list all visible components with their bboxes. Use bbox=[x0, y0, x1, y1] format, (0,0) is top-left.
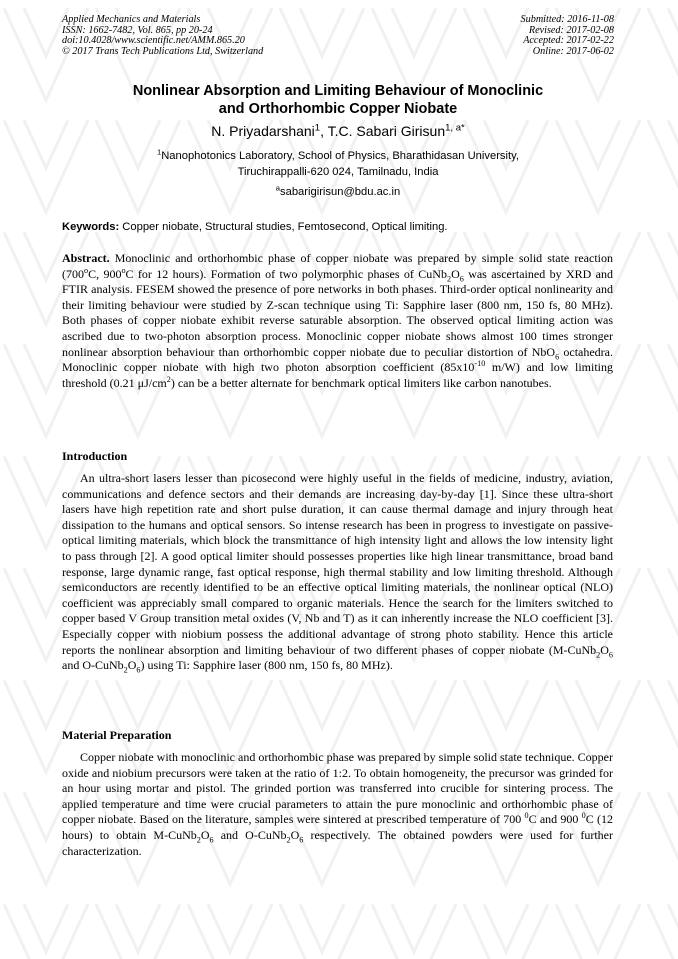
affiliation-mark: 1 bbox=[156, 147, 162, 157]
copyright: © 2017 Trans Tech Publications Ltd, Switzerland bbox=[62, 45, 264, 57]
introduction-heading: Introduction bbox=[62, 449, 128, 463]
online-date: Online: 2017-06-02 bbox=[532, 45, 614, 57]
doi: doi:10.4028/www.scientific.net/AMM.865.20 bbox=[62, 35, 245, 46]
revised-date: Revised: 2017-02-08 bbox=[528, 24, 614, 36]
title-line-2: and Orthorhombic Copper Niobate bbox=[218, 101, 458, 117]
author-separator: , bbox=[320, 123, 328, 139]
publication-dates bbox=[521, 15, 614, 57]
keywords-label: Keywords: bbox=[62, 221, 120, 233]
keywords-text: Copper niobate, Structural studies, Femtosecond, Optical limiting. bbox=[119, 221, 448, 233]
material-preparation-heading: Material Preparation bbox=[62, 728, 172, 742]
affiliation-line-2: Tiruchirappalli-620 024, Tamilnadu, India bbox=[237, 166, 439, 178]
author-1: N. Priyadarshani bbox=[211, 123, 315, 139]
affiliation-line-1: Nanophotonics Laboratory, School of Physics, Bharathidasan University, bbox=[161, 150, 519, 162]
introduction-paragraph: An ultra-short lasers lesser than picosecond were highly useful in the fields of medicine, industry, aviation, communications and defence sectors and their demands are increasing day-by-day [1]. Since these ultra-short lasers have high repetition rate and short pulse duration, it can cause thermal damage and injury through heat dissipation to the humans and optical sensors. So intense research has been in progress to investigate on passive-optical limiting materials, which block the transmittance of high intensity light and allows the low intensity light to pass through [2]. A good optical limiter should possesses properties like high linear transmittance, broad band response, large dynamic range, fast optical response, high thermal stability and low limiting threshold. Although semiconductors are recently identified to be an effective optical limiting materials, the nonlinear optical (NLO) coefficient was appreciably small compared to organic materials. Hence the search for the limiters switched to copper based V Group transition metal oxides (V, Nb and T) as it can inherently increase the NLO coefficient [3]. Especially copper with niobium possess the additional advantage of strong photo stability. Hence this article reports the nonlinear absorption and limiting behaviour of two different phases of copper niobate ($M-CuNb_2O_6$ and $O-CuNb_2O_6$) using Ti: Sapphire laser (800 nm, 150 fs, 80 MHz). bbox=[62, 471, 613, 675]
email-mark: a bbox=[275, 183, 281, 193]
email-address[interactable]: sabarigirisun@bdu.ac.in bbox=[280, 186, 401, 198]
submitted-date: Submitted: 2016-11-08 bbox=[520, 14, 614, 25]
accepted-date: Accepted: 2017-02-22 bbox=[523, 35, 614, 46]
title-line-1: Nonlinear Absorption and Limiting Behaviour of Monoclinic bbox=[132, 83, 544, 99]
keywords bbox=[62, 219, 614, 235]
journal-info bbox=[62, 15, 263, 57]
author-1-affiliation-mark: 1 bbox=[314, 122, 321, 134]
paper-title bbox=[62, 82, 614, 118]
journal-name: Applied Mechanics and Materials bbox=[62, 14, 201, 25]
author-2: T.C. Sabari Girisun bbox=[327, 123, 446, 139]
author-list bbox=[62, 122, 614, 140]
abstract-paragraph: Abstract. Monoclinic and orthorhombic phase of copper niobate was prepared by simple solid state reaction (700$^o$C, 900$^o$C for 12 hours). Formation of two polymorphic phases of $CuNb_2O_6$ was ascertained by XRD and FTIR analysis. FESEM showed the presence of pore networks in both phases. Third-order optical nonlinearity and their limiting behaviour were studied by Z-scan technique using Ti: Sapphire laser (800 nm, 150 fs, 80 MHz). Both phases of copper niobate exhibit reverse saturable absorption. The observed optical limiting action was ascribed due to two-photon absorption process. Monoclinic copper niobate shows almost 100 times stronger nonlinear absorption behaviour than orthorhombic copper niobate due to peculiar distortion of NbO$_6$ octahedra. Monoclinic copper niobate with high two photon absorption coefficient ($85x10^{-10}$ m/W) and low limiting threshold (0.21 $\mu J/cm^2$) can be a better alternate for benchmark optical limiters like carbon nanotubes. bbox=[62, 251, 614, 390]
material-preparation-paragraph: Copper niobate with monoclinic and orthorhombic phase was prepared by simple solid state technique. Copper oxide and niobium precursors were taken at the ratio of 1:2. To obtain homogeneity, the precursor was grinded for an hour using mortar and pistol. The grinded portion was transferred into crucible for sintering process. The applied temperature and time were crucial parameters to attain the pure monoclinic and orthorhombic phase of copper niobate. Based on the literature, samples were sintered at prescribed temperature of 700 $^0$C and 900 $^0$C (12 hours) to obtain $M-CuNb_2O_6$ and $O-CuNb_2O_6$ respectively. The obtained powders were used for further characterization. bbox=[62, 750, 614, 858]
abstract-label: Abstract. bbox=[62, 251, 110, 265]
affiliation bbox=[62, 148, 614, 180]
issn: ISSN: 1662-7482, Vol. 865, pp 20-24 bbox=[62, 24, 213, 36]
corresponding-email bbox=[62, 184, 614, 200]
author-2-affiliation-mark: 1, a* bbox=[445, 122, 465, 134]
